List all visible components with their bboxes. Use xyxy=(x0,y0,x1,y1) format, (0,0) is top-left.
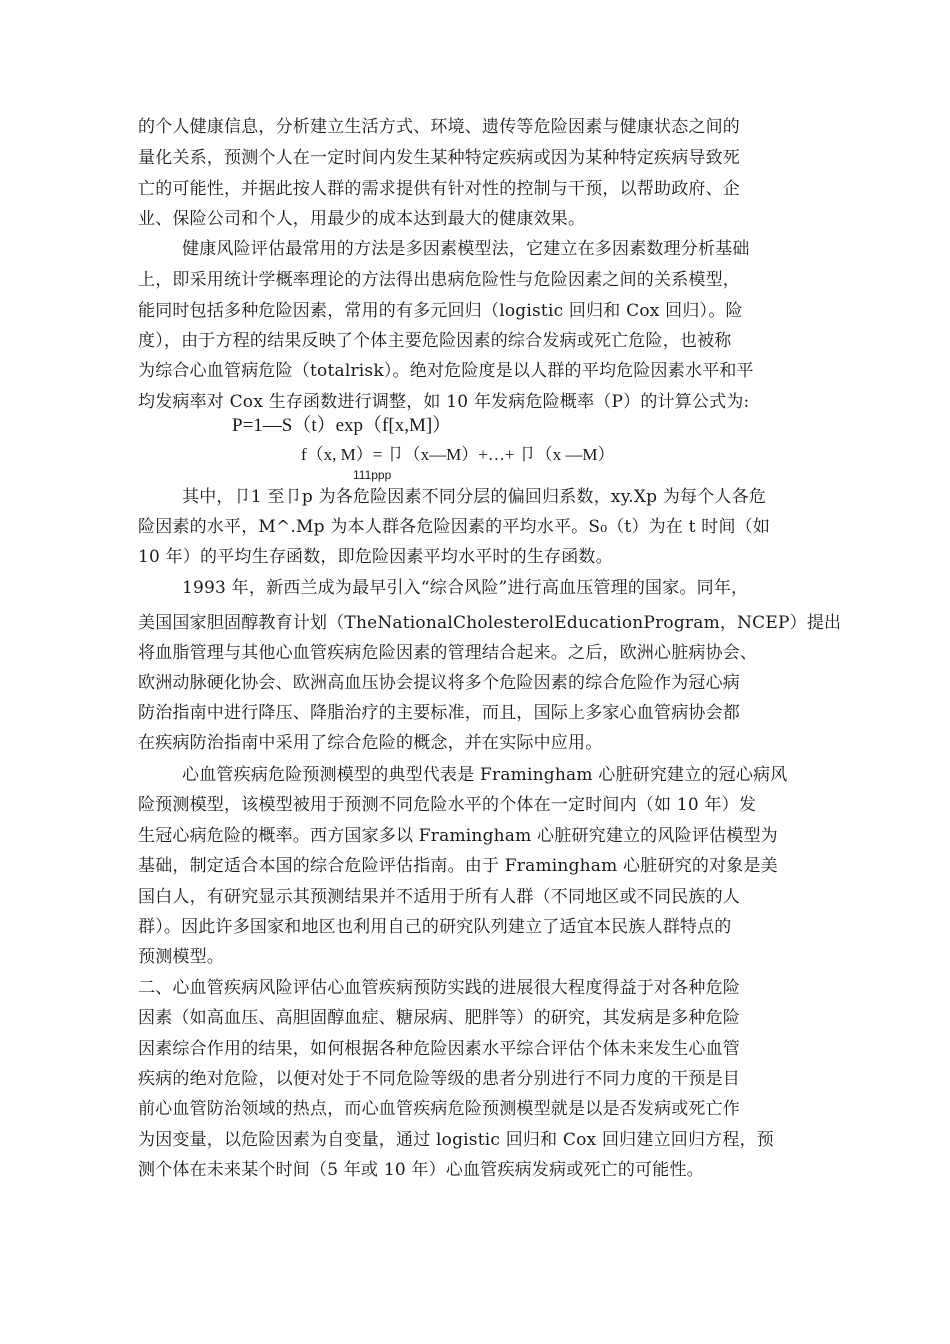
paragraph-line: 因素综合作用的结果，如何根据各种危险因素水平综合评估个体未来发生心血管 xyxy=(138,1039,740,1059)
paragraph-line: 险预测模型，该模型被用于预测不同危险水平的个体在一定时间内（如 10 年）发 xyxy=(138,795,757,815)
paragraph-line: 因素（如高血压、高胆固醇血症、糖尿病、肥胖等）的研究，其发病是多种危险 xyxy=(138,1008,740,1028)
paragraph-line: 预测模型。 xyxy=(138,947,224,967)
paragraph-line: 基础，制定适合本国的综合危险评估指南。由于 Framingham 心脏研究的对象是美 xyxy=(138,856,778,876)
paragraph-line: 测个体在未来某个时间（5 年或 10 年）心血管疾病发病或死亡的可能性。 xyxy=(138,1160,704,1180)
paragraph-line: 量化关系，预测个人在一定时间内发生某种特定疾病或因为某种特定疾病导致死 xyxy=(138,148,740,168)
paragraph-line: 险因素的水平，M^.Mp 为本人群各危险因素的平均水平。S₀（t）为在 t 时间（如 xyxy=(138,517,771,537)
paragraph-line: 为综合心血管病危险（totalrisk）。绝对危险度是以人群的平均危险因素水平和平 xyxy=(138,361,754,381)
paragraph-line: 度），由于方程的结果反映了个体主要危险因素的综合发病或死亡危险，也被称 xyxy=(138,331,732,351)
formula-line-2: f（x, M）= 卩（x—M）+…+ 卩（x —M） xyxy=(301,445,615,464)
paragraph-line: 在疾病防治指南中采用了综合危险的概念，并在实际中应用。 xyxy=(138,733,603,753)
paragraph-line: 均发病率对 Cox 生存函数进行调整，如 10 年发病危险概率（P）的计算公式为: xyxy=(138,392,750,412)
paragraph-line: 其中，卩1 至卩p 为各危险因素不同分层的偏回归系数，xy.Xp 为每个人各危 xyxy=(182,487,767,507)
paragraph-line: 防治指南中进行降压、降脂治疗的主要标准，而且，国际上多家心血管病协会都 xyxy=(138,703,740,723)
paragraph-line: 亡的可能性，并据此按人群的需求提供有针对性的控制与干预，以帮助政府、企 xyxy=(138,179,740,199)
paragraph-line: 国白人，有研究显示其预测结果并不适用于所有人群（不同地区或不同民族的人 xyxy=(138,887,740,907)
paragraph-line: 美国国家胆固醇教育计划（TheNationalCholesterolEducationProgram，NCEP）提出 xyxy=(138,613,842,633)
formula-line-1: P=1—S（t）exp（f[x,M]） xyxy=(232,415,452,436)
paragraph-line: 疾病的绝对危险，以便对处于不同危险等级的患者分别进行不同力度的干预是目 xyxy=(138,1069,740,1089)
paragraph-line: 为因变量，以危险因素为自变量，通过 logistic 回归和 Cox 回归建立回归方程，预 xyxy=(138,1130,774,1150)
paragraph-line: 上，即采用统计学概率理论的方法得出患病危险性与危险因素之间的关系模型， xyxy=(138,270,740,290)
paragraph-line: 1993 年，新西兰成为最早引入“综合风险”进行高血压管理的国家。同年， xyxy=(182,578,749,598)
paragraph-line: 将血脂管理与其他心血管疾病危险因素的管理结合起来。之后，欧洲心脏病协会、 xyxy=(138,643,758,663)
paragraph-line: 业、保险公司和个人，用最少的成本达到最大的健康效果。 xyxy=(138,209,586,229)
paragraph-line: 生冠心病危险的概率。西方国家多以 Framingham 心脏研究建立的风险评估模型为 xyxy=(138,826,778,846)
paragraph-line: 心血管疾病危险预测模型的典型代表是 Framingham 心脏研究建立的冠心病风 xyxy=(182,765,788,785)
formula-subscript: 111ppp xyxy=(353,468,392,482)
section-heading-line: 二、心血管疾病风险评估心血管疾病预防实践的进展很大程度得益于对各种危险 xyxy=(138,978,740,998)
paragraph-line: 健康风险评估最常用的方法是多因素模型法，它建立在多因素数理分析基础 xyxy=(182,239,750,259)
paragraph-line: 的个人健康信息，分析建立生活方式、环境、遗传等危险因素与健康状态之间的 xyxy=(138,117,740,137)
paragraph-line: 能同时包括多种危险因素，常用的有多元回归（logistic 回归和 Cox 回归）。险 xyxy=(138,301,743,321)
paragraph-line: 群）。因此许多国家和地区也利用自己的研究队列建立了适宜本民族人群特点的 xyxy=(138,917,732,937)
paragraph-line: 欧洲动脉硬化协会、欧洲高血压协会提议将多个危险因素的综合危险作为冠心病 xyxy=(138,673,740,693)
paragraph-line: 前心血管防治领域的热点，而心血管疾病危险预测模型就是以是否发病或死亡作 xyxy=(138,1099,740,1119)
paragraph-line: 10 年）的平均生存函数，即危险因素平均水平时的生存函数。 xyxy=(138,547,613,567)
